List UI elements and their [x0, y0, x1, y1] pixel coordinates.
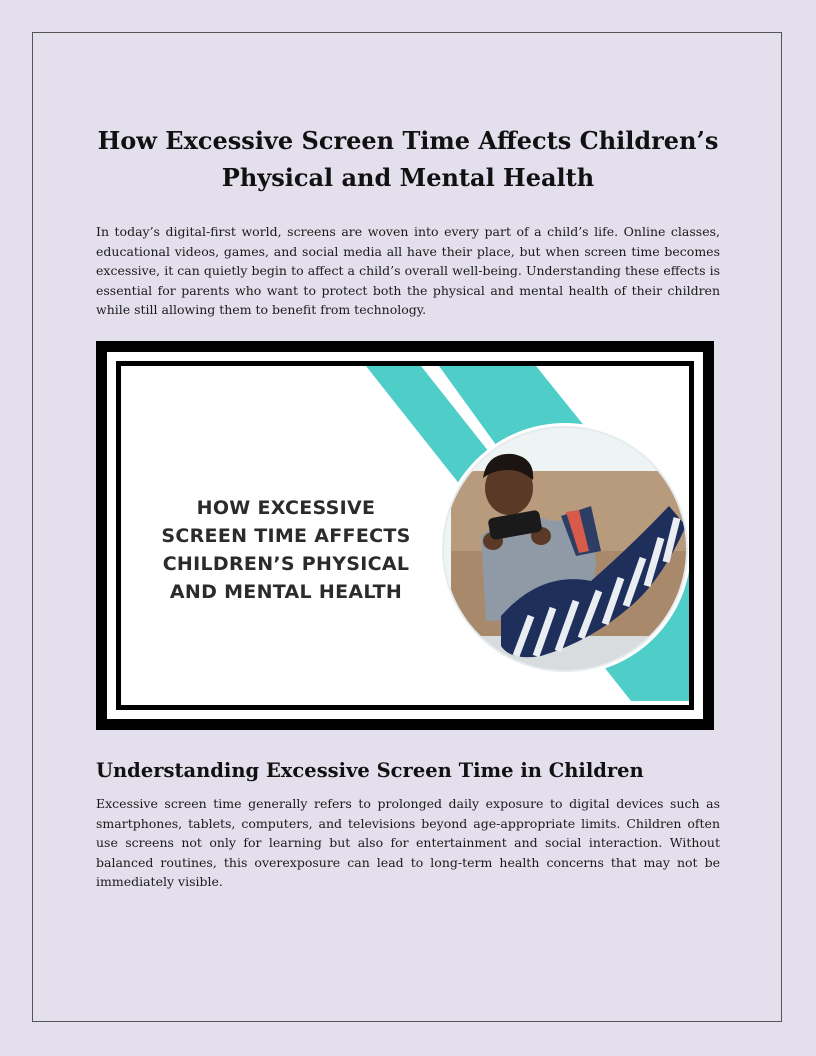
banner-inner-frame — [116, 361, 694, 710]
section-heading: Understanding Excessive Screen Time in Children — [96, 759, 644, 782]
banner-headline: HOW EXCESSIVE SCREEN TIME AFFECTS CHILDREN’S PHYSICAL AND MENTAL HEALTH — [161, 497, 411, 603]
section-paragraph: Excessive screen time generally refers to prolonged daily exposure to digital devices such as smartphones, tablets, computers, and televisions beyond age-appropriate limits. Children often use screens not only for learning but also for entertainment and social interaction. Without balanced routines, this overexposure can lead to long-term health concerns that may not be immediately visible. — [96, 796, 720, 890]
article-banner-image — [96, 341, 714, 730]
document-title: How Excessive Screen Time Affects Children’s Physical and Mental Health — [97, 126, 719, 192]
intro-paragraph: In today’s digital-first world, screens are woven into every part of a child’s life. Online classes, educational videos, games, and social media all have their place, but when screen time becomes excessive, it can quietly begin to affect a child’s overall well-being. Understanding these effects is essential for parents who want to protect both the physical and mental health of their children while still allowing them to benefit from technology. — [96, 224, 720, 318]
banner-canvas — [121, 366, 689, 705]
